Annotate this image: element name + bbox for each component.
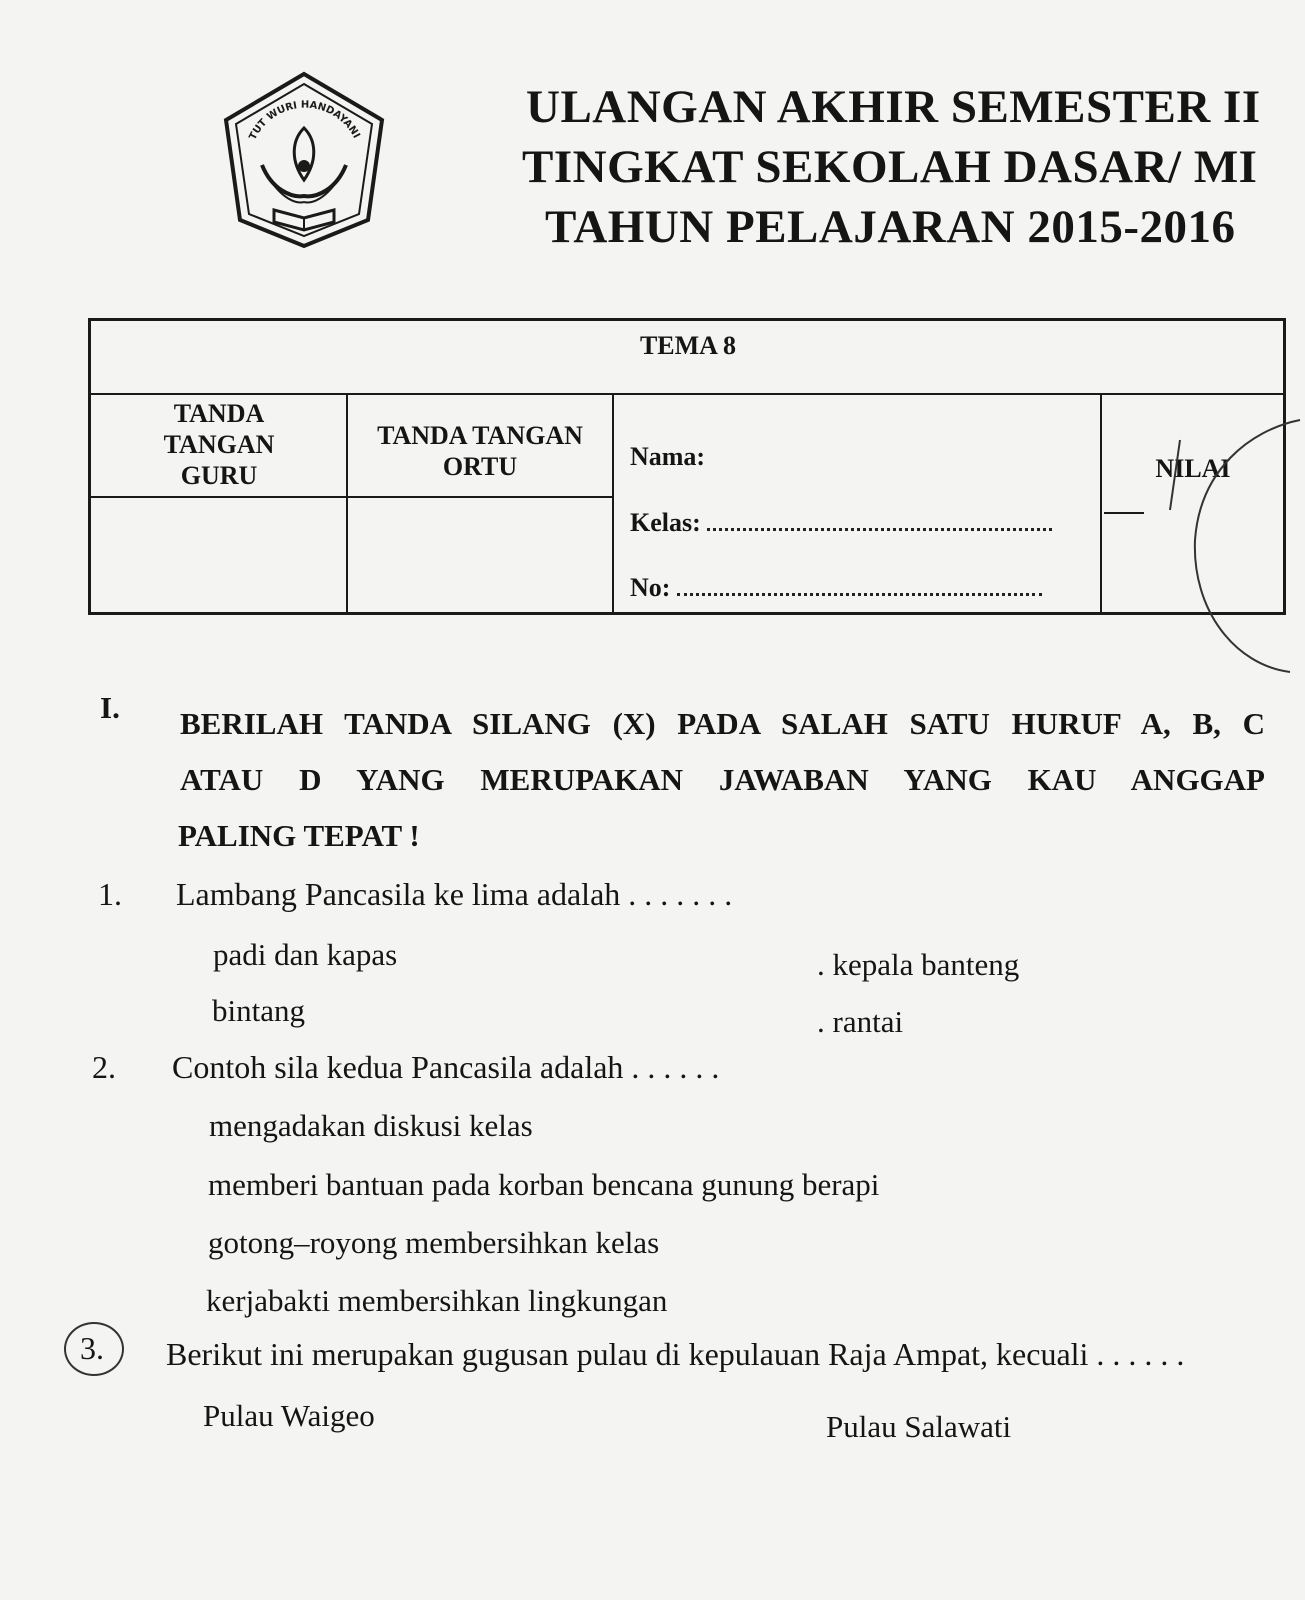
- instruction-line-1: BERILAH TANDA SILANG (X) PADA SALAH SATU HURUF A, B, C: [180, 706, 1265, 741]
- kelas-label: Kelas:: [630, 508, 701, 537]
- question-1-number: 1.: [98, 876, 122, 912]
- ortu-signature-header: [348, 420, 612, 482]
- kelas-field[interactable]: [630, 508, 1052, 538]
- ortu-signature-box[interactable]: [348, 500, 610, 610]
- question-2-option-c[interactable]: gotong–royong membersihkan kelas: [208, 1225, 660, 1260]
- question-2-text: Contoh sila kedua Pancasila adalah . . . . . .: [172, 1049, 720, 1085]
- section-number: I.: [100, 690, 120, 725]
- instruction-line-2: ATAU D YANG MERUPAKAN JAWABAN YANG KAU ANGGAP: [180, 762, 1265, 797]
- exam-title-line-3: TAHUN PELAJARAN 2015-2016: [545, 201, 1236, 253]
- ortu-sign-label-line: TANDA TANGAN: [377, 421, 583, 450]
- guru-sign-label-line: TANDA: [173, 399, 265, 428]
- nama-field[interactable]: [630, 442, 705, 472]
- no-label: No:: [630, 573, 671, 602]
- nama-label: Nama:: [630, 442, 706, 471]
- instruction-line-3: PALING TEPAT !: [178, 818, 420, 853]
- kelas-dotted-line: [707, 510, 1052, 531]
- no-dotted-line: [677, 575, 1042, 596]
- question-3-option-a[interactable]: Pulau Waigeo: [203, 1398, 375, 1433]
- question-3-text: Berikut ini merupakan gugusan pulau di kepulauan Raja Ampat, kecuali . . . . . .: [166, 1336, 1185, 1372]
- guru-sign-label-line: GURU: [180, 461, 258, 491]
- tema-label: TEMA 8: [639, 331, 737, 360]
- question-3-option-c[interactable]: Pulau Salawati: [826, 1409, 1012, 1444]
- question-1-option-b[interactable]: bintang: [212, 993, 305, 1028]
- question-2-option-b[interactable]: memberi bantuan pada korban bencana gunung berapi: [208, 1167, 880, 1202]
- question-1-option-d[interactable]: . rantai: [817, 1004, 904, 1039]
- question-2-option-d[interactable]: kerjabakti membersihkan lingkungan: [206, 1283, 668, 1318]
- exam-title-line-2: TINGKAT SEKOLAH DASAR/ MI: [522, 141, 1258, 193]
- question-1-text: Lambang Pancasila ke lima adalah . . . . . . .: [176, 876, 733, 912]
- ortu-sign-label-line: ORTU: [442, 452, 518, 482]
- guru-signature-header: [92, 398, 346, 492]
- question-3-number: 3.: [80, 1330, 104, 1366]
- tut-wuri-handayani-logo-icon: [222, 70, 387, 250]
- question-2-option-a[interactable]: mengadakan diskusi kelas: [209, 1108, 533, 1143]
- question-2-number: 2.: [92, 1049, 116, 1085]
- nilai-header: NILAI: [1155, 454, 1231, 483]
- logo-text: TUT WURI HANDAYANI: [247, 99, 362, 142]
- guru-sign-label-line: TANGAN: [163, 430, 275, 460]
- question-1-option-c[interactable]: . kepala banteng: [817, 947, 1020, 982]
- handwritten-circle-mark-icon: [1140, 400, 1305, 690]
- guru-signature-box[interactable]: [92, 500, 344, 610]
- exam-title-line-1: ULANGAN AKHIR SEMESTER II: [526, 81, 1261, 133]
- question-1-option-a[interactable]: padi dan kapas: [213, 937, 398, 972]
- no-field[interactable]: [630, 573, 1042, 603]
